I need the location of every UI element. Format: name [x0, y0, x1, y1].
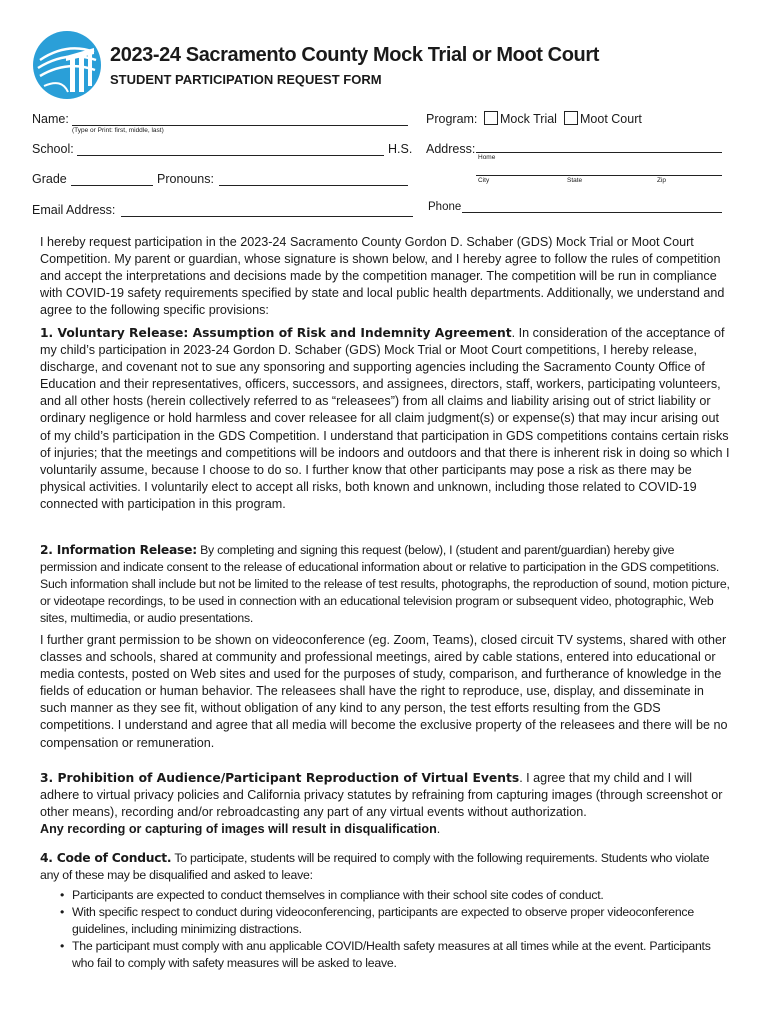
section-2-paragraph-2: I further grant permission to be shown on videoconference (eg. Zoom, Teams), closed circuit TV systems, shared with other classes and schools, shared at community and professional meetings, aired by cable stations, entered into educational or media contests, posted on Web sites and used for the purposes of study, comparison, and furtherance of knowledge in the fields of education or human behavior. The releasees shall have the right to reproduce, use, display, and disseminate in such manner as they see fit, without obligation of any kind to any person, the test efforts resulting from the GDS competitions. I understand and agree that all media will become the exclusive property of the releasees and there will be no compensation or remuneration.: [40, 633, 728, 750]
city-state-zip-field[interactable]: [476, 175, 722, 176]
section-prohibition-reproduction: [40, 770, 730, 838]
home-hint: Home: [478, 154, 496, 161]
section-2-text: By completing and signing this request (below), I (student and parent/guardian) hereby give permission and indicate consent to the release of educational information about or relative to participation in the GDS competitions. Such information shall include but not be limited to the release of test results, photographs, the reproduction of sound, motion picture, or videotape recordings, to be used in connection with an educational television program or subsequent video, photographic, Web sites, multimedia, or audio presentations.: [40, 543, 730, 626]
section-1-subheading: Assumption of Risk and Indemnity Agreement: [192, 326, 512, 340]
grade-label: Grade: [32, 172, 67, 186]
program-label: Program:: [426, 112, 478, 126]
state-hint: State: [567, 177, 583, 184]
city-hint: City: [478, 177, 490, 184]
moot-court-label: Moot Court: [580, 112, 642, 126]
email-label: Email Address:: [32, 203, 116, 217]
section-3-heading: 3. Prohibition of Audience/Participant Reproduction of Virtual Events: [40, 771, 520, 785]
section-3-end: .: [436, 822, 441, 837]
moot-court-checkbox[interactable]: [564, 111, 578, 125]
name-field[interactable]: [72, 125, 408, 126]
conduct-bullet-list: [56, 887, 732, 972]
section-1-text: . In consideration of the acceptance of my child’s participation in 2023-24 Gordon D. Schaber (GDS) Mock Trial or Moot Court competitions, I hereby release, discharge, and covenant not to sue any sponsoring and supporting agencies including the Sacramento County Office of Education and their representatives, officers, successors, and assignees, directors, staff, workers, participating volunteers, and all other hosts (herein collectively referred to as “releasees”) from all claims and liability arising out of strict liability or ordinary negligence or hold harmless and cover releasee for all claim judgment(s) or expense(s) that may incur arising out of my child’s participation in the GDS Competition. I understand that participation in GDS competitions contains certain risks of injuries; that the meetings and competitions will be indoors and outdoors and that there is inherent risk in doing so which I voluntarily assume, because I choose to do so. I further know that other participants may pose a risk as there may be physical activities. I voluntarily elect to accept all risks, both known and unknown, including those related to COVID-19 connected with participation in this program.: [40, 326, 730, 511]
section-3-text: . I agree that my child and I will adhere to virtual privacy policies and California privacy statutes by refraining from capturing images (through screenshot or other means), recording and/or rebroadcasting any part of any virtual events without authorization.: [40, 771, 723, 820]
school-field[interactable]: [77, 155, 384, 156]
pronouns-label: Pronouns:: [157, 172, 214, 186]
list-item: • Participants are expected to conduct themselves in compliance with their school site codes of conduct.: [56, 887, 732, 904]
name-hint: (Type or Print: first, middle, last): [72, 127, 164, 134]
email-field[interactable]: [121, 216, 413, 217]
section-4-text: To participate, students will be required to comply with the following requirements. Students who violate any of these may be disqualified and asked to leave:: [40, 851, 710, 883]
address-label: Address:: [426, 142, 476, 156]
school-label: School:: [32, 142, 74, 156]
list-item: • The participant must comply with anu applicable COVID/Health safety measures at all times while at the event. Participants who fail to comply with safety measures will be asked to leave.: [56, 938, 732, 972]
section-3-bold-warning: Any recording or capturing of images will result in disqualification: [40, 822, 437, 837]
phone-field[interactable]: [462, 212, 722, 213]
section-code-of-conduct: [40, 850, 730, 884]
page-title: 2023-24 Sacramento County Mock Trial or Moot Court: [110, 44, 599, 66]
sacramento-county-logo-icon: [32, 30, 102, 100]
list-item: • With specific respect to conduct during videoconferencing, participants are expected to observe proper videoconference guidelines, including minimizing distractions.: [56, 904, 732, 938]
phone-label: Phone: [428, 201, 462, 213]
zip-hint: Zip: [657, 177, 667, 184]
pronouns-field[interactable]: [219, 185, 408, 186]
mock-trial-checkbox[interactable]: [484, 111, 498, 125]
section-voluntary-release: 1. Voluntary Release: Assumption of Risk and Indemnity Agreement. In consideration of the acceptance of my child’s participation in 2023-24 Gordon D. Schaber (GDS) Mock Trial or Moot Court competitions, I hereby release, discharge, and covenant not to sue any sponsoring and supporting agencies including the Sacramento County Office of Education and their representatives, officers, successors, and assignees, directors, staff, workers, participating volunteers, and all other hosts (herein collectively referred to as “releasees”) from all claims and liability arising out of strict liability or ordinary negligence or hold harmless and cover releasee for all claim judgment(s) or expense(s) that may incur arising out of my child’s participation in the GDS Competition. I understand that participation in GDS competitions contains certain risks of injuries; that the meetings and competitions will be indoors and outdoors and that there is inherent risk in doing so which I voluntarily assume, because I choose to do so. I further know that other participants may pose a risk as there may be physical activities. I voluntarily elect to accept all risks, both known and unknown, including those related to COVID-19 connected with participation in this program.: [40, 326, 730, 511]
form-subtitle: STUDENT PARTICIPATION REQUEST FORM: [110, 72, 382, 87]
section-1-heading: 1. Voluntary Release: [40, 326, 184, 340]
home-address-field[interactable]: [476, 152, 722, 153]
name-label: Name:: [32, 112, 69, 126]
mock-trial-label: Mock Trial: [500, 112, 557, 126]
hs-label: H.S.: [388, 142, 413, 156]
section-information-release: [40, 542, 730, 627]
intro-paragraph: I hereby request participation in the 2023-24 Sacramento County Gordon D. Schaber (GDS) Mock Trial or Moot Court Competition. My parent or guardian, whose signature is shown below, and I hereby agree to follow the rules of competition and accept the interpretations and decisions made by the competition manager. The competition will be run in compliance with COVID-19 safety requirements specified by state and local public health departments. Additionally, we understand and agree to the following specific provisions:: [40, 235, 725, 318]
section-2-heading: 2. Information Release:: [40, 543, 197, 557]
grade-field[interactable]: [71, 185, 153, 186]
section-4-heading: 4. Code of Conduct.: [40, 851, 172, 865]
